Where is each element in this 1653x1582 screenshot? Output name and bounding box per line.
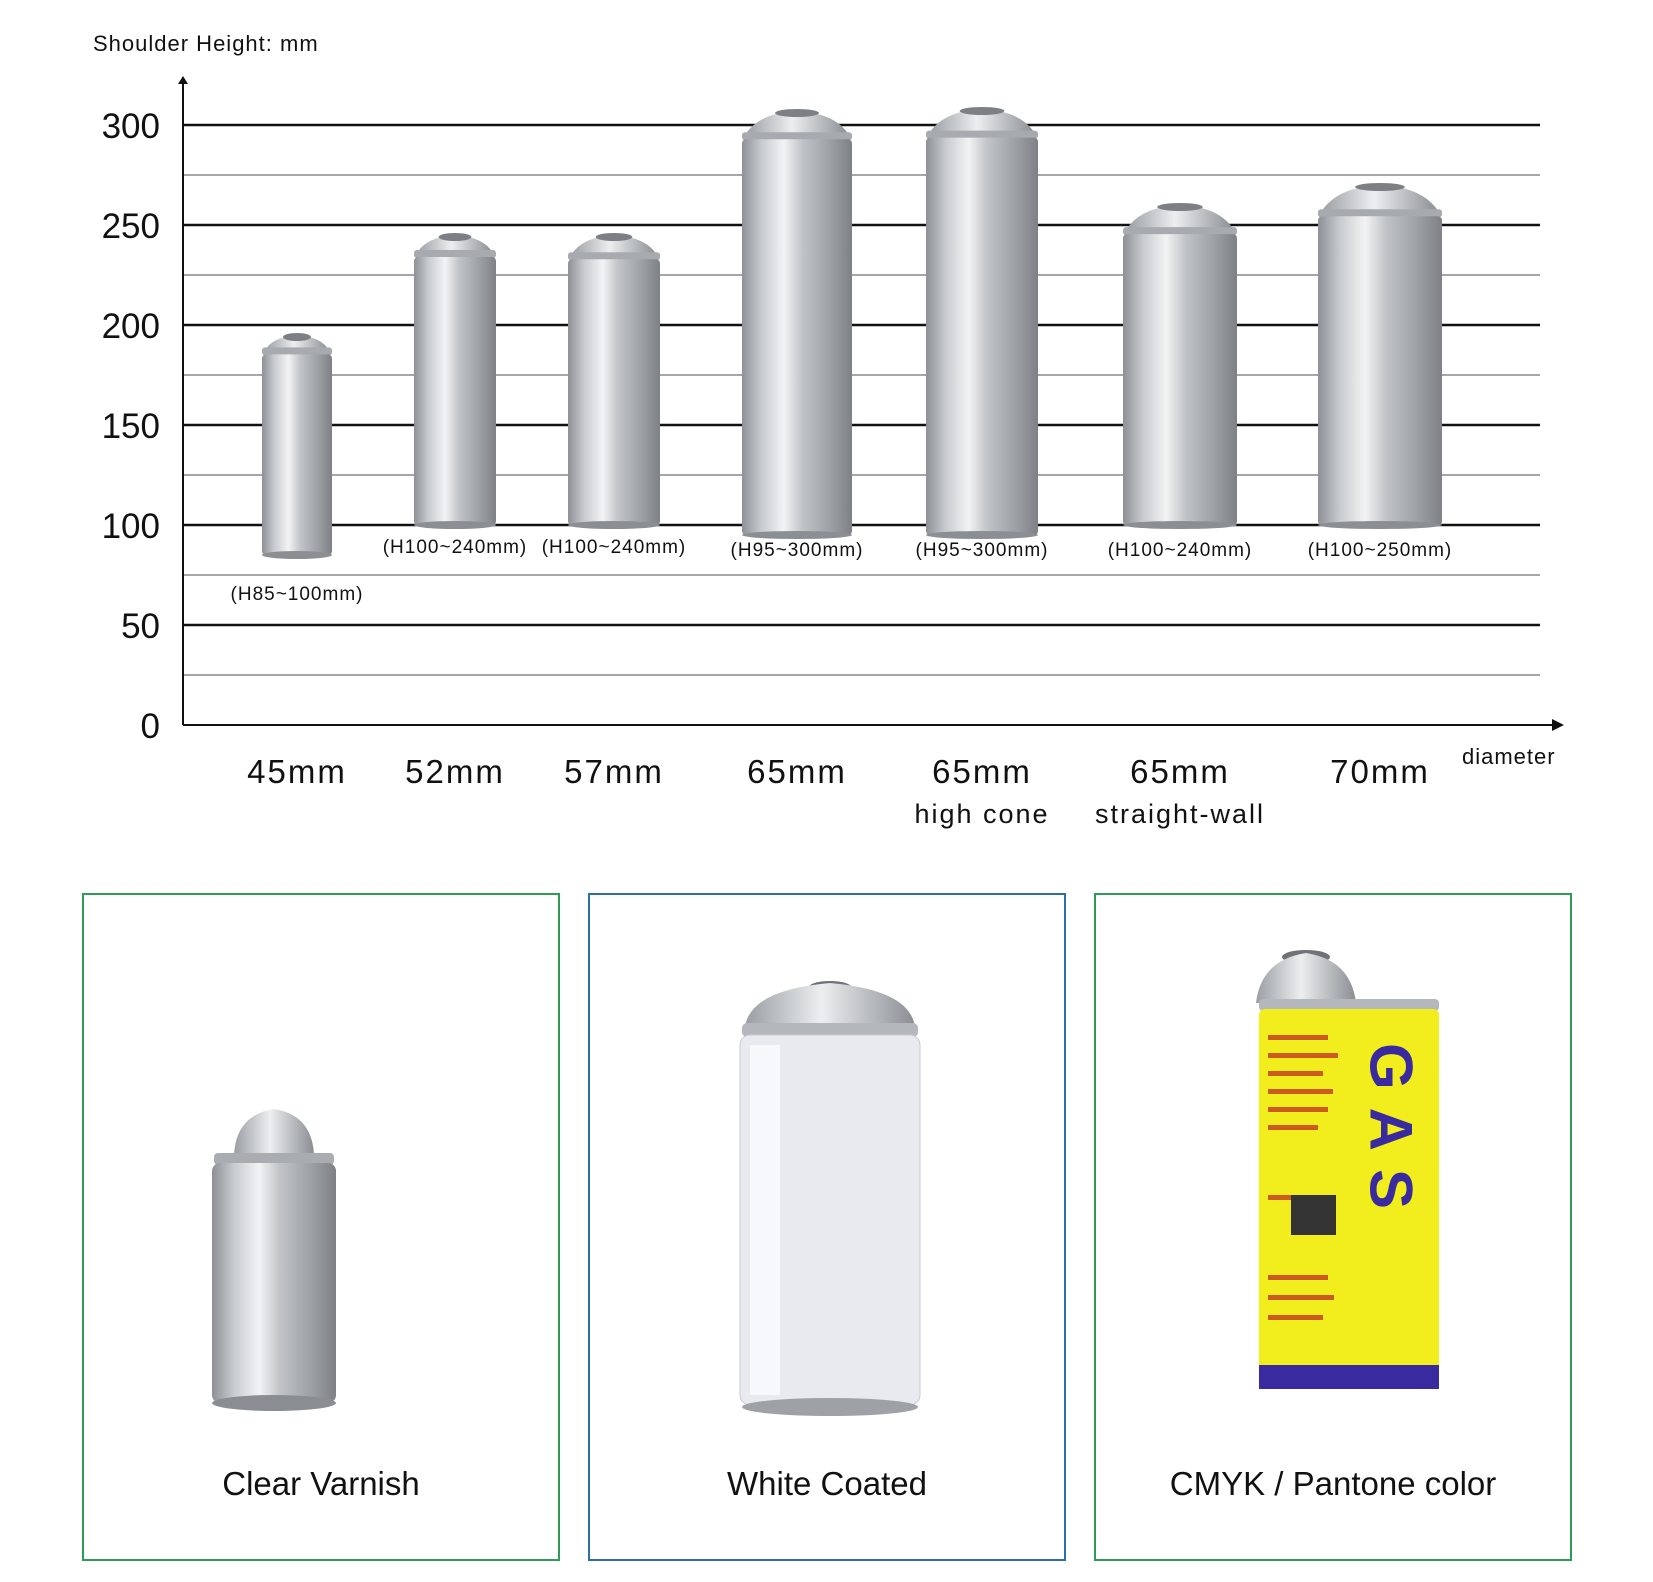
can-base (926, 531, 1038, 539)
y-tick-label: 150 (101, 407, 160, 446)
printed-gas-can-image (1096, 895, 1570, 1559)
finish-label: White Coated (727, 1465, 927, 1502)
can-bar (262, 333, 332, 559)
diameter-label: 70mm (1330, 753, 1430, 790)
x-axis-title: diameter (1462, 744, 1556, 769)
finish-panel-clear (82, 893, 560, 1561)
can-body (414, 257, 496, 525)
can-base (568, 521, 660, 529)
y-tick-labels (102, 107, 160, 746)
can-base (1123, 521, 1237, 529)
can-valve-cup (1355, 183, 1405, 191)
finish-label: Clear Varnish (222, 1465, 420, 1502)
white-coated-can-image (590, 895, 1064, 1559)
can-bar (742, 109, 852, 539)
diameter-label: 52mm (405, 753, 505, 790)
height-range-label: (H100~240mm) (541, 537, 687, 558)
diameter-label: 65mm (932, 753, 1032, 790)
height-range-label: (H95~300mm) (915, 540, 1049, 561)
diameter-label: 45mm (247, 753, 347, 790)
height-range-label: (H85~100mm) (230, 584, 364, 605)
can-valve-cup (775, 109, 819, 117)
can-body (568, 259, 660, 525)
can-shoulder-rim (742, 132, 852, 140)
x-axis-arrow (1552, 719, 1564, 731)
finish-label: CMYK / Pantone color (1169, 1465, 1497, 1502)
height-range-label: (H100~250mm) (1307, 540, 1453, 561)
diameter-sub-label: straight-wall (1094, 799, 1266, 829)
y-tick-label: 0 (140, 707, 160, 746)
can-shoulder-rim (1318, 209, 1442, 217)
y-axis-title: Shoulder Height: mm (93, 31, 319, 56)
can-body (926, 138, 1038, 535)
can-shoulder-rim (1123, 227, 1237, 235)
can-body (1123, 234, 1237, 525)
can-bars (231, 107, 1453, 605)
finish-panel-white (588, 893, 1066, 1561)
diameter-label: 65mm (747, 753, 847, 790)
height-range-label: (H100~240mm) (382, 537, 528, 558)
can-base (262, 551, 332, 559)
can-valve-cup (596, 233, 633, 241)
can-bar (1123, 203, 1237, 529)
can-valve-cup (283, 333, 311, 341)
can-body (1318, 216, 1442, 525)
y-tick-label: 100 (101, 507, 160, 546)
y-tick-label: 250 (101, 207, 160, 246)
diameter-label: 65mm (1130, 753, 1230, 790)
diameter-sub-label: high cone (914, 799, 1050, 829)
y-axis-arrow (178, 76, 188, 84)
gas-print-text: GAS (1357, 1042, 1425, 1228)
can-shoulder-rim (568, 252, 660, 260)
can-base (1318, 521, 1442, 529)
y-tick-label: 300 (101, 107, 160, 146)
height-range-label: (H100~240mm) (1107, 540, 1253, 561)
can-base (742, 531, 852, 539)
can-bar (568, 233, 660, 529)
diameter-label: 57mm (564, 753, 664, 790)
can-body (262, 354, 332, 555)
can-bar (414, 233, 496, 529)
can-valve-cup (960, 107, 1005, 115)
height-range-label: (H95~300mm) (730, 540, 864, 561)
can-shoulder-rim (414, 250, 496, 258)
can-valve-cup (439, 233, 472, 241)
can-valve-cup (1157, 203, 1203, 211)
can-shoulder-rim (262, 347, 332, 355)
can-body (742, 139, 852, 535)
clear-varnish-can-image (84, 895, 558, 1559)
x-tick-labels (247, 753, 1430, 829)
y-tick-label: 50 (121, 607, 160, 646)
can-bar (1318, 183, 1442, 529)
can-shoulder-rim (926, 131, 1038, 139)
finish-panel-printed (1094, 893, 1572, 1561)
can-base (414, 521, 496, 529)
can-bar (926, 107, 1038, 539)
y-tick-label: 200 (101, 307, 160, 346)
